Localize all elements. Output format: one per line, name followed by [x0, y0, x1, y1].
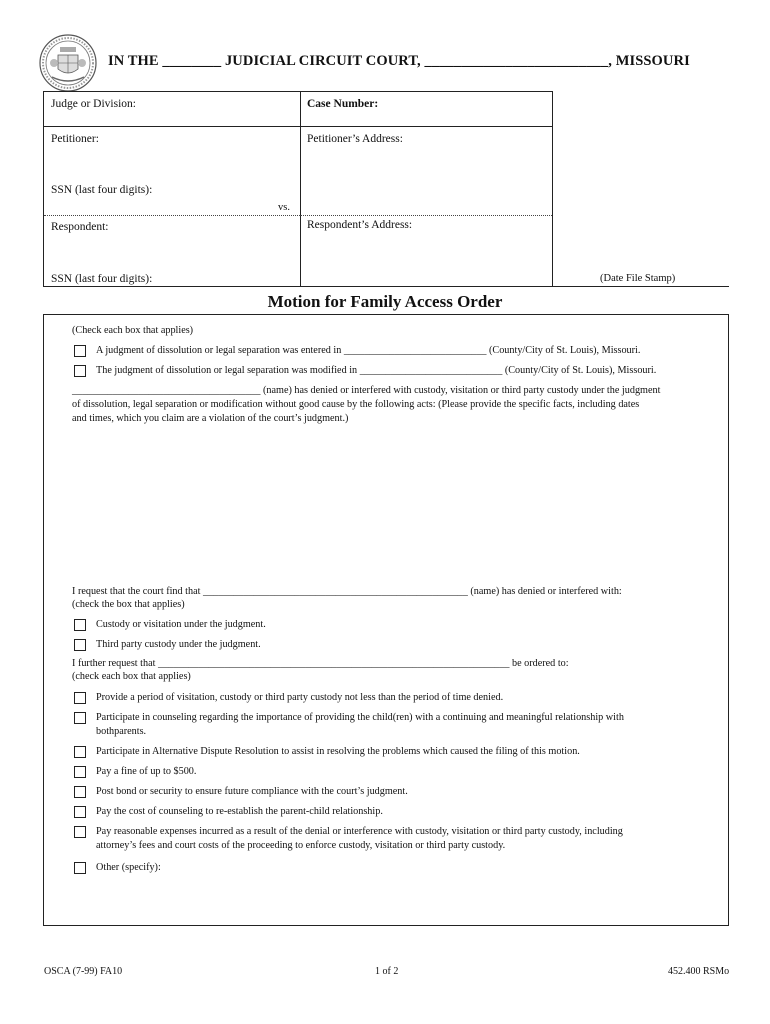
other-checkbox[interactable] — [74, 862, 86, 874]
request-finding-line: I request that the court find that ____________________________________________________ (name) has denied or interfered with: — [72, 586, 622, 597]
further-request-line: I further request that _____________________________________________________________________ be ordered to: — [72, 658, 569, 669]
counseling-checkbox[interactable] — [74, 712, 86, 724]
fine-checkbox[interactable] — [74, 766, 86, 778]
post-bond-text: Post bond or security to ensure future compliance with the court’s judgment. — [96, 786, 408, 797]
denial-paragraph-line-2: of dissolution, legal separation or modification without good cause by the following acts: (Please provide the specific facts, including dates — [72, 399, 640, 410]
respondent-address-label: Respondent’s Address: — [307, 219, 413, 231]
expenses-checkbox[interactable] — [74, 826, 86, 838]
case-number-label: Case Number: — [307, 98, 379, 110]
judgment-modified-checkbox[interactable] — [74, 365, 86, 377]
counseling-text-line-1: Participate in counseling regarding the importance of providing the child(ren) with a continuing and meaningful relationship with — [96, 712, 624, 723]
section3-instruction: (check each box that applies) — [72, 671, 191, 682]
third-party-custody-text: Third party custody under the judgment. — [96, 639, 261, 650]
post-bond-checkbox[interactable] — [74, 786, 86, 798]
visitation-period-checkbox[interactable] — [74, 692, 86, 704]
facts-entry-area[interactable] — [72, 429, 702, 579]
adr-text: Participate in Alternative Dispute Resolution to assist in resolving the problems which caused the filing of this motion. — [96, 746, 580, 757]
expenses-text-line-1: Pay reasonable expenses incurred as a result of the denial or interference with custody, visitation or third party custody, including — [96, 826, 623, 837]
judgment-entered-text: A judgment of dissolution or legal separation was entered in ____________________________ (County/City of St. Louis), Missouri. — [96, 345, 641, 356]
other-specify-text: Other (specify): — [96, 862, 161, 873]
section1-instruction: (Check each box that applies) — [72, 325, 194, 336]
denial-paragraph-line-3: and times, which you claim are a violation of the court’s judgment.) — [72, 413, 349, 424]
motion-body-box — [43, 314, 729, 926]
case-caption-table — [43, 91, 553, 287]
fine-text: Pay a fine of up to $500. — [96, 766, 197, 777]
form-code: OSCA (7-99) FA10 — [44, 966, 123, 977]
petitioner-address-label: Petitioner’s Address: — [307, 133, 403, 145]
form-title: Motion for Family Access Order — [267, 292, 503, 311]
denial-paragraph-line-1: _____________________________________ (name) has denied or interfered with custody, visitation or third party custody under the judgment — [72, 385, 661, 396]
judgment-entered-checkbox[interactable] — [74, 345, 86, 357]
expenses-text-line-2: attorney’s fees and court costs of the proceeding to enforce custody, visitation or third party custody. — [96, 840, 506, 851]
custody-visitation-text: Custody or visitation under the judgment. — [96, 619, 266, 630]
third-party-custody-checkbox[interactable] — [74, 639, 86, 651]
date-stamp-line — [43, 286, 729, 287]
counseling-cost-text: Pay the cost of counseling to re-establish the parent-child relationship. — [96, 806, 383, 817]
petitioner-ssn-label: SSN (last four digits): — [51, 184, 153, 196]
respondent-label: Respondent: — [51, 221, 109, 233]
visitation-period-text: Provide a period of visitation, custody or third party custody not less than the period of time denied. — [96, 692, 504, 703]
counseling-text-line-2: bothparents. — [96, 726, 147, 737]
court-header-title: IN THE ________ JUDICIAL CIRCUIT COURT, _________________________, MISSOURI — [108, 53, 690, 69]
page-number: 1 of 2 — [375, 966, 399, 977]
versus-label: vs. — [278, 202, 290, 213]
statute-reference: 452.400 RSMo — [668, 966, 730, 977]
petitioner-label: Petitioner: — [51, 133, 99, 145]
judgment-modified-text: The judgment of dissolution or legal separation was modified in ____________________________ (County/City of St. Louis), Missouri. — [96, 365, 657, 376]
missouri-state-seal-icon — [38, 33, 98, 93]
adr-checkbox[interactable] — [74, 746, 86, 758]
date-file-stamp-label: (Date File Stamp) — [600, 273, 676, 284]
section2-instruction: (check the box that applies) — [72, 599, 185, 610]
respondent-ssn-label: SSN (last four digits): — [51, 273, 153, 285]
custody-visitation-checkbox[interactable] — [74, 619, 86, 631]
counseling-cost-checkbox[interactable] — [74, 806, 86, 818]
judge-division-label: Judge or Division: — [51, 98, 136, 110]
